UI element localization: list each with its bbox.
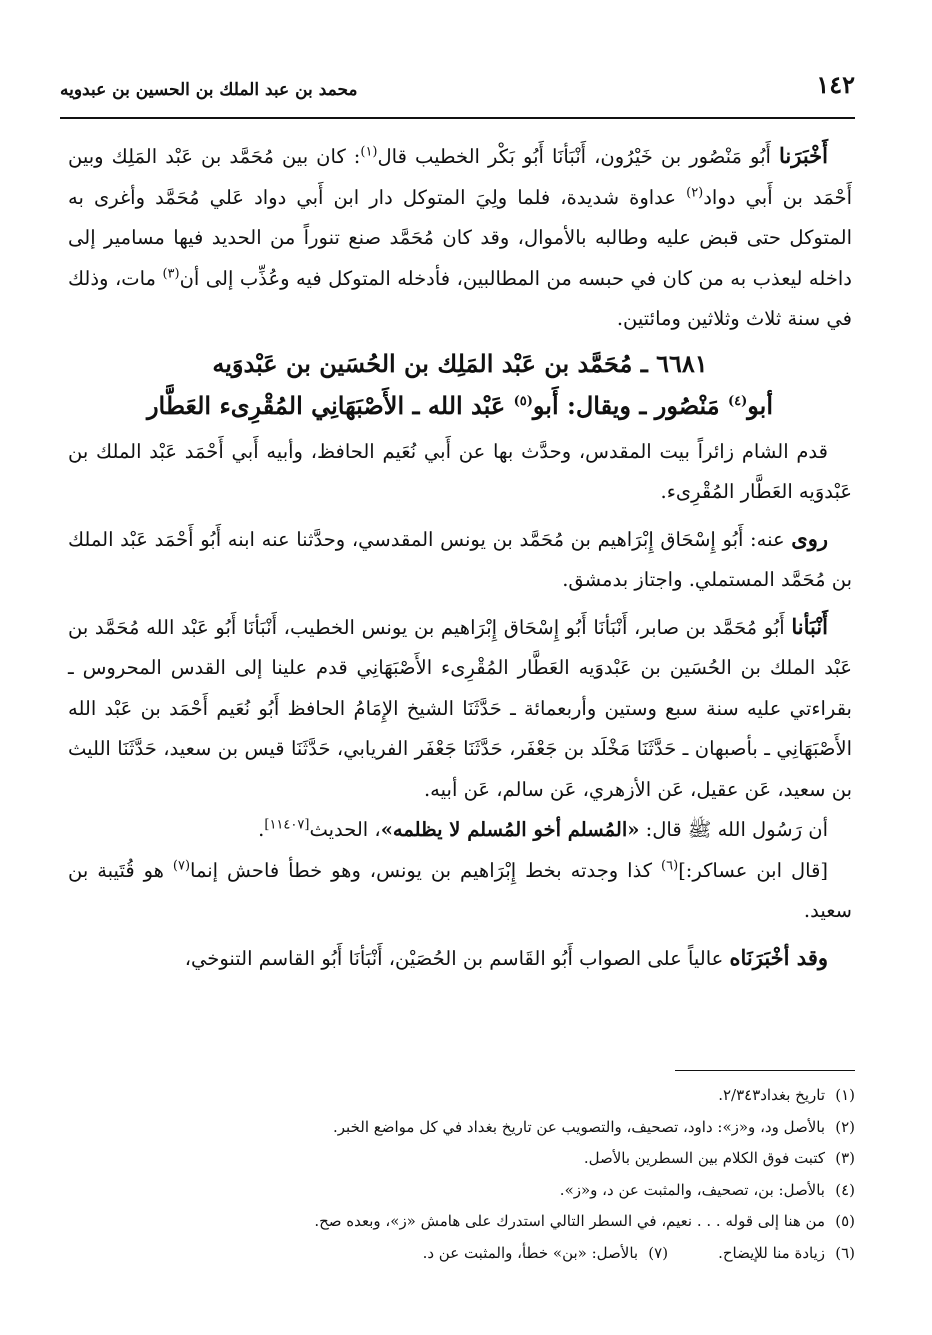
footnote-text: بالأصل ود، و«ز»: داود، تصحيف، والتصويب عن تاريخ بغداد في كل مواضع الخبر. — [333, 1117, 825, 1136]
paragraph-lead: أَنْبَأنا — [791, 613, 828, 639]
paragraph-5 — [68, 810, 852, 851]
footnote-item — [68, 1175, 855, 1207]
paragraph-3 — [68, 519, 852, 601]
paragraph-text: عداوة شديدة، فلما ولِيَ المتوكل دار ابن أَبي دواد عَلي مُحَمَّد وأغرى به المتوكل حتى قبض عليه وطالبه بالأموال، وقد كان مُحَمَّد صنع تنوراً من الحديد فيها مسامير إلى داخله ليعذب به من كان في حبسه من المطالبين، فأدخله المتوكل فيه وعُذِّب إلى أن — [68, 185, 852, 290]
footnote-number: (١) — [835, 1086, 855, 1104]
running-title: محمد بن عبد الملك بن الحسين بن عبدويه — [60, 80, 358, 100]
paragraph-text: [قال ابن عساكر:] — [678, 858, 828, 882]
footnote-ref: (٥) — [513, 393, 533, 409]
paragraph-text: عنه: أَبُو إِسْحَاق إِبْرَاهيم بن مُحَمَّد بن يونس المقدسي، وحدَّثنا عنه ابنه أَبُو أَحْمَد عَبْد الملك بن مُحَمَّد المستملي. واجتاز بدمشق. — [68, 527, 852, 591]
footnote-number: (٢) — [835, 1117, 855, 1136]
footnote-text: بالأصل: بن، تصحيف، والمثبت عن د، و«ز». — [559, 1180, 825, 1199]
paragraph-4 — [68, 607, 852, 811]
paragraph-text: قدم الشام زائراً بيت المقدس، وحدَّث بها عن أَبي نُعَيم الحافظ، وأبيه أَبي أَحْمَد عَبْد الملك بن عَبْدوَيه العَطَّار المُقْرِىء. — [68, 439, 852, 503]
paragraph-2 — [68, 432, 852, 513]
entry-subtitle-text: مَنْصُور ـ ويقال: أَبو — [532, 390, 728, 420]
footnote-item — [68, 1206, 855, 1238]
footnote-number: (٥) — [835, 1212, 855, 1230]
entry-subtitle-text: عَبْد الله ـ الأَصْبَهَانِي المُقْرِىء العَطَّار — [146, 390, 514, 420]
footnote-ref: (٧) — [172, 858, 191, 873]
footnote-item — [68, 1238, 855, 1270]
header-rule — [60, 117, 855, 119]
paragraph-6 — [68, 851, 852, 932]
paragraph-text: مات، وذلك في سنة ثلاث وثلاثين ومائتين. — [68, 266, 852, 330]
paragraph-1 — [68, 136, 852, 340]
paragraph-lead: روى — [791, 525, 828, 551]
paragraph-lead: أَخْبَرَنا — [779, 143, 828, 168]
footnote-item — [68, 1112, 855, 1144]
footnote-number: (٤) — [835, 1180, 855, 1199]
footnote-item — [68, 1143, 855, 1175]
footnote-text: زيادة منا للإيضاح. — [718, 1243, 825, 1262]
footnote-number: (٧) — [648, 1243, 669, 1262]
paragraph-lead: وقد أخْبَرَنَاه — [729, 944, 828, 970]
paragraph-text: : كان بين مُحَمَّد بن عَبْد المَلِك وبين أَحْمَد بن أَبي دواد — [68, 145, 852, 209]
footnote-ref: (٦) — [661, 858, 679, 873]
footnote-ref: (٢) — [686, 185, 704, 200]
footnote-rule — [675, 1070, 855, 1071]
page-number: ١٤٢ — [816, 70, 855, 99]
paragraph-text: أَبُو مَنْصُور بن خَيْرُون، أَنْبَأنَا أَبُو بَكْر الخطيب قال — [377, 145, 780, 168]
footnote-text: كتبت فوق الكلام بين السطرين بالأصل. — [583, 1149, 825, 1167]
footnotes — [68, 1080, 855, 1269]
footnote-text: تاريخ بغداد٢/٣٤٣. — [718, 1086, 825, 1104]
paragraph-text: ، الحديث — [309, 818, 381, 841]
main-text — [68, 136, 852, 979]
footnote-number: (٦) — [835, 1243, 855, 1262]
paragraph-text: أَبُو مُحَمَّد بن صابر، أَنْبَأنَا أَبُو إِسْحَاق إِبْرَاهيم بن يونس الخطيب، أَنْبَأنَا أَبُو عَبْد الله مُحَمَّد بن عَبْد الملك بن الحُسَين بن عَبْدوَيه العَطَّار المُقْرِىء الأَصْبَهَانِي قدم علينا إلى القدس المحروس ـ بقراءتي عليه سنة سبع وستين وأربعمائة ـ حَدَّثَنَا الشيخ الإِمَامُ الحافظ أَبُو نُعَيم أَحْمَد بن عَبْد الله الأَصْبَهَانِي ـ بأصبهان ـ حَدَّثَنَا مَخْلَد بن جَعْفَر، حَدَّثَنَا جَعْفَر الفريابي، حَدَّثَنَا قيس بن سعيد، حَدَّثَنَا الليث بن سعيد، عَن عقيل، عَن الأزهري، عَن سالم، عَن أبيه. — [68, 615, 852, 801]
footnote-text: من هنا إلى قوله . . . نعيم، في السطر التالي استدرك على هامش «ز»، وبعده صح. — [314, 1212, 825, 1230]
paragraph-7 — [68, 938, 852, 980]
footnote-text: بالأصل: «بن» خطأ، والمثبت عن د. — [422, 1243, 639, 1262]
paragraph-text: عالياً على الصواب أَبُو القَاسم بن الحُصَيْن، أَنْبَأنَا أَبُو القاسم التنوخي، — [184, 946, 730, 970]
paragraph-text: . — [258, 818, 265, 841]
paragraph-text: هو قُتَيبة بن سعيد. — [68, 858, 852, 922]
entry-subtitle — [68, 384, 852, 428]
paragraph-text: أن رَسُول الله ﷺ قال: — [639, 818, 828, 841]
footnote-number: (٣) — [835, 1149, 855, 1167]
entry-title: ٦٦٨١ ـ مُحَمَّد بن عَبْد المَلِك بن الحُسَين بن عَبْدوَيه — [212, 348, 708, 378]
footnote-ref: (٤) — [727, 393, 748, 409]
entry-subtitle-text: أبو — [747, 390, 774, 420]
footnote-item — [68, 1080, 855, 1112]
page-header — [60, 70, 855, 110]
hadith-quote: «المُسلم أخو المُسلم لا يظلمه» — [380, 818, 640, 841]
hadith-number: [١١٤٠٧] — [264, 817, 310, 833]
footnote-ref: (١) — [360, 144, 378, 160]
footnote-ref: (٣) — [162, 266, 180, 281]
paragraph-text: كذا وجدته بخط إِبْرَاهيم بن يونس، وهو خطأ فاحش إنما — [190, 858, 662, 882]
